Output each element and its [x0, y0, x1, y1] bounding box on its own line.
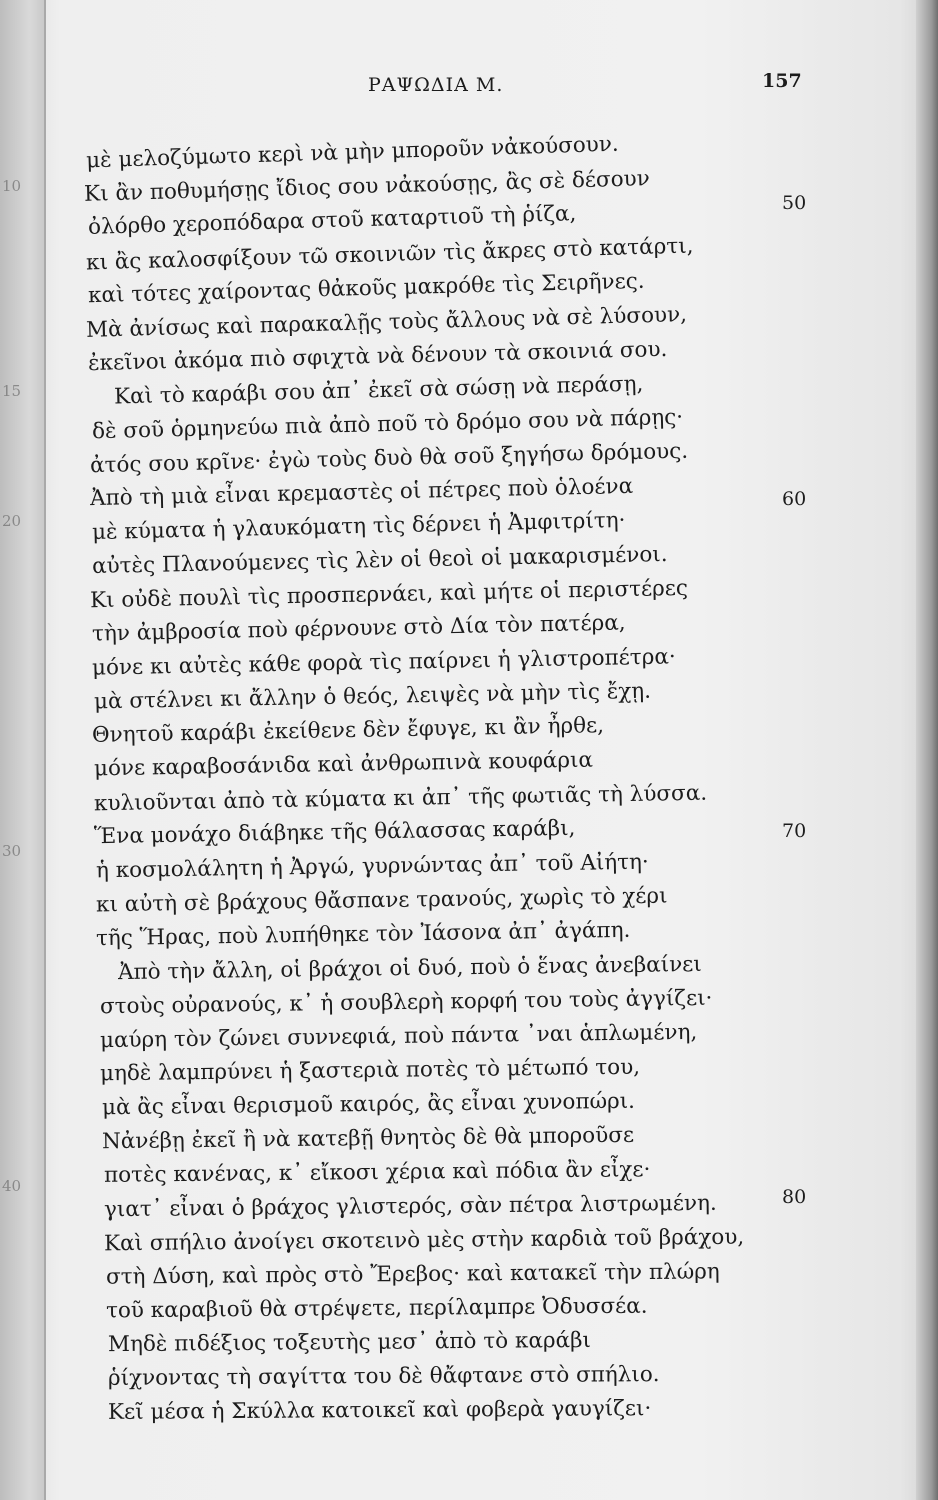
verse-line: Κι οὐδὲ πουλὶ τὶς προσπερνάει, καὶ μήτε οἱ περιστέρες — [89, 575, 689, 614]
verse-line: Μὰ ἀνίσως καὶ παρακαλῇς τοὺς ἄλλους νὰ σὲ λύσουν, — [85, 302, 688, 343]
line-number-80: 80 — [782, 1186, 807, 1208]
line-number-60: 60 — [782, 488, 807, 510]
page-header — [0, 70, 938, 100]
verse-line: Μηδὲ πιδέξιος τοξευτὴς μεσ᾽ ἀπὸ τὸ καράβι — [107, 1327, 592, 1358]
facing-page-margin-numbers — [0, 0, 44, 1500]
line-number-70: 70 — [782, 820, 807, 842]
verse-line: γιατ᾽ εἶναι ὁ βράχος γλιστερός, σὰν πέτρα λιστρωμένη. — [103, 1190, 717, 1223]
page-number: 157 — [762, 70, 802, 92]
verse-line: αὐτὲς Πλανούμενες τὶς λὲν οἱ θεοὶ οἱ μακαρισμένοι. — [91, 541, 668, 580]
verse-line: Ἀπὸ τὴν ἄλλη, οἱ βράχοι οἱ δυό, ποὺ ὁ ἕνας ἀνεβαίνει — [117, 951, 702, 986]
verse-line: Καὶ τὸ καράβι σου ἀπ᾽ ἐκεῖ σὰ σώσῃ νὰ περάσῃ, — [113, 371, 644, 410]
verse-line: μὲ μελοζύμωτο κερὶ νὰ μὴν μποροῦν νἀκούσουν. — [85, 131, 620, 174]
verse-line: μαύρη τὸν ζώνει συννεφιά, ποὺ πάντα ᾽ναι ἁπλωμένη, — [99, 1019, 698, 1054]
verse-line: ποτὲς κανένας, κ᾽ εἴκοσι χέρια καὶ πόδια ἂν εἶχε· — [103, 1157, 651, 1188]
verse-line: ὀλόρθο χεροπόδαρα στοῦ καταρτιοῦ τὴ ῥίζα, — [87, 201, 577, 240]
running-title: ΡΑΨΩΔΙΑ Μ. — [368, 74, 504, 96]
verse-line: Θνητοῦ καράβι ἐκείθενε δὲν ἔφυγε, κι ἂν ἦρθε, — [91, 713, 605, 748]
verse-line: στὴ Δύση, καὶ πρὸς στὸ Ἔρεβος· καὶ κατακεῖ τὴν πλώρη — [105, 1259, 720, 1290]
verse-line: δὲ σοῦ ὁρμηνεύω πιὰ ἀπὸ ποῦ τὸ δρόμο σου νὰ πάρῃς· — [91, 404, 684, 445]
verse-line: στοὺς οὐρανούς, κ᾽ ἡ σουβλερὴ κορφή του τοὺς ἀγγίζει· — [99, 985, 713, 1020]
verse-line: καὶ τότες χαίροντας θἀκοῦς μακρόθε τὶς Σειρῆνες. — [87, 268, 645, 309]
verse-line: μηδὲ λαμπρύνει ἡ ξαστεριὰ ποτὲς τὸ μέτωπό του, — [99, 1054, 641, 1087]
verse-line: ἀτός σου κρῖνε· ἐγὼ τοὺς δυὸ θὰ σοῦ ξηγήσω δρόμους. — [89, 438, 689, 479]
verse-line: Ἀπὸ τὴ μιὰ εἶναι κρεμαστὲς οἱ πέτρες ποὺ ὁλοένα — [89, 473, 634, 512]
facing-page-number-40: 40 — [2, 1177, 22, 1195]
verse-line: κι αὐτὴ σὲ βράχους θἄσπανε τρανούς, χωρὶς τὸ χέρι — [95, 883, 668, 918]
verse-line: τοῦ καραβιοῦ θὰ στρέψετε, περίλαμπρε Ὀδυσσέα. — [105, 1293, 648, 1324]
line-number-50: 50 — [782, 192, 807, 214]
facing-page-number-20: 20 — [2, 512, 22, 530]
facing-page-number-30: 30 — [2, 842, 22, 860]
verse-line: μόνε καραβοσάνιδα καὶ ἀνθρωπινὰ κουφάρια — [93, 747, 594, 782]
verse-line: ῥίχνοντας τὴ σαγίττα του δὲ θἄφτανε στὸ σπήλιο. — [107, 1362, 660, 1391]
verse-line: Νἀνέβῃ ἐκεῖ ἢ νὰ κατεβῇ θνητὸς δὲ θὰ μποροῦσε — [101, 1122, 635, 1155]
verse-line: μὰ στέλνει κι ἄλλην ὁ θεός, λειψὲς νὰ μὴν τὶς ἔχῃ. — [93, 678, 652, 715]
verse-line: μόνε κι αὐτὲς κάθε φορὰ τὶς παίρνει ἡ γλιστροπέτρα· — [91, 644, 676, 681]
verse-line: κι ἂς καλοσφίξουν τῶ σκοινιῶν τὶς ἄκρες στὸ κατάρτι, — [85, 233, 694, 276]
verse-line: Κεῖ μέσα ἡ Σκύλλα κατοικεῖ καὶ φοβερὰ γαυγίζει· — [107, 1396, 652, 1425]
verse-line: ἡ κοσμολάλητη ἡ Ἀργώ, γυρνώντας ἀπ᾽ τοῦ Αἰήτη· — [95, 849, 649, 884]
verse-line: Κι ἂν ποθυμήσῃς ἴδιος σου νἀκούσῃς, ἂς σὲ δέσουν — [83, 166, 651, 207]
verse-line: Ἕνα μονάχο διάβηκε τῆς θάλασσας καράβι, — [93, 815, 576, 850]
verse-line: ἐκεῖνοι ἀκόμα πιὸ σφιχτὰ νὰ δένουν τὰ σκοινιά σου. — [87, 336, 668, 377]
verse-line: μὰ ἂς εἶναι θερισμοῦ καιρός, ἂς εἶναι χυνοπώρι. — [101, 1088, 636, 1121]
verse-line: τῆς Ἥρας, ποὺ λυπήθηκε τὸν Ἰάσονα ἀπ᾽ ἀγάπη. — [95, 917, 631, 952]
verse-line: μὲ κύματα ἡ γλαυκόματη τὶς δέρνει ἡ Ἀμφιτρίτη· — [91, 507, 626, 546]
verse-line: Καὶ σπήλιο ἀνοίγει σκοτεινὸ μὲς στὴν καρδιὰ τοῦ βράχου, — [103, 1224, 745, 1257]
verse-line: τὴν ἀμβροσία ποὺ φέρνουνε στὸ Δία τὸν πατέρα, — [91, 610, 626, 647]
page-right-edge — [916, 0, 938, 1500]
verse-line: κυλιοῦνται ἀπὸ τὰ κύματα κι ἀπ᾽ τῆς φωτιᾶς τὴ λύσσα. — [93, 780, 708, 817]
facing-page-number-15: 15 — [2, 382, 22, 400]
facing-page-number-10: 10 — [2, 177, 22, 195]
